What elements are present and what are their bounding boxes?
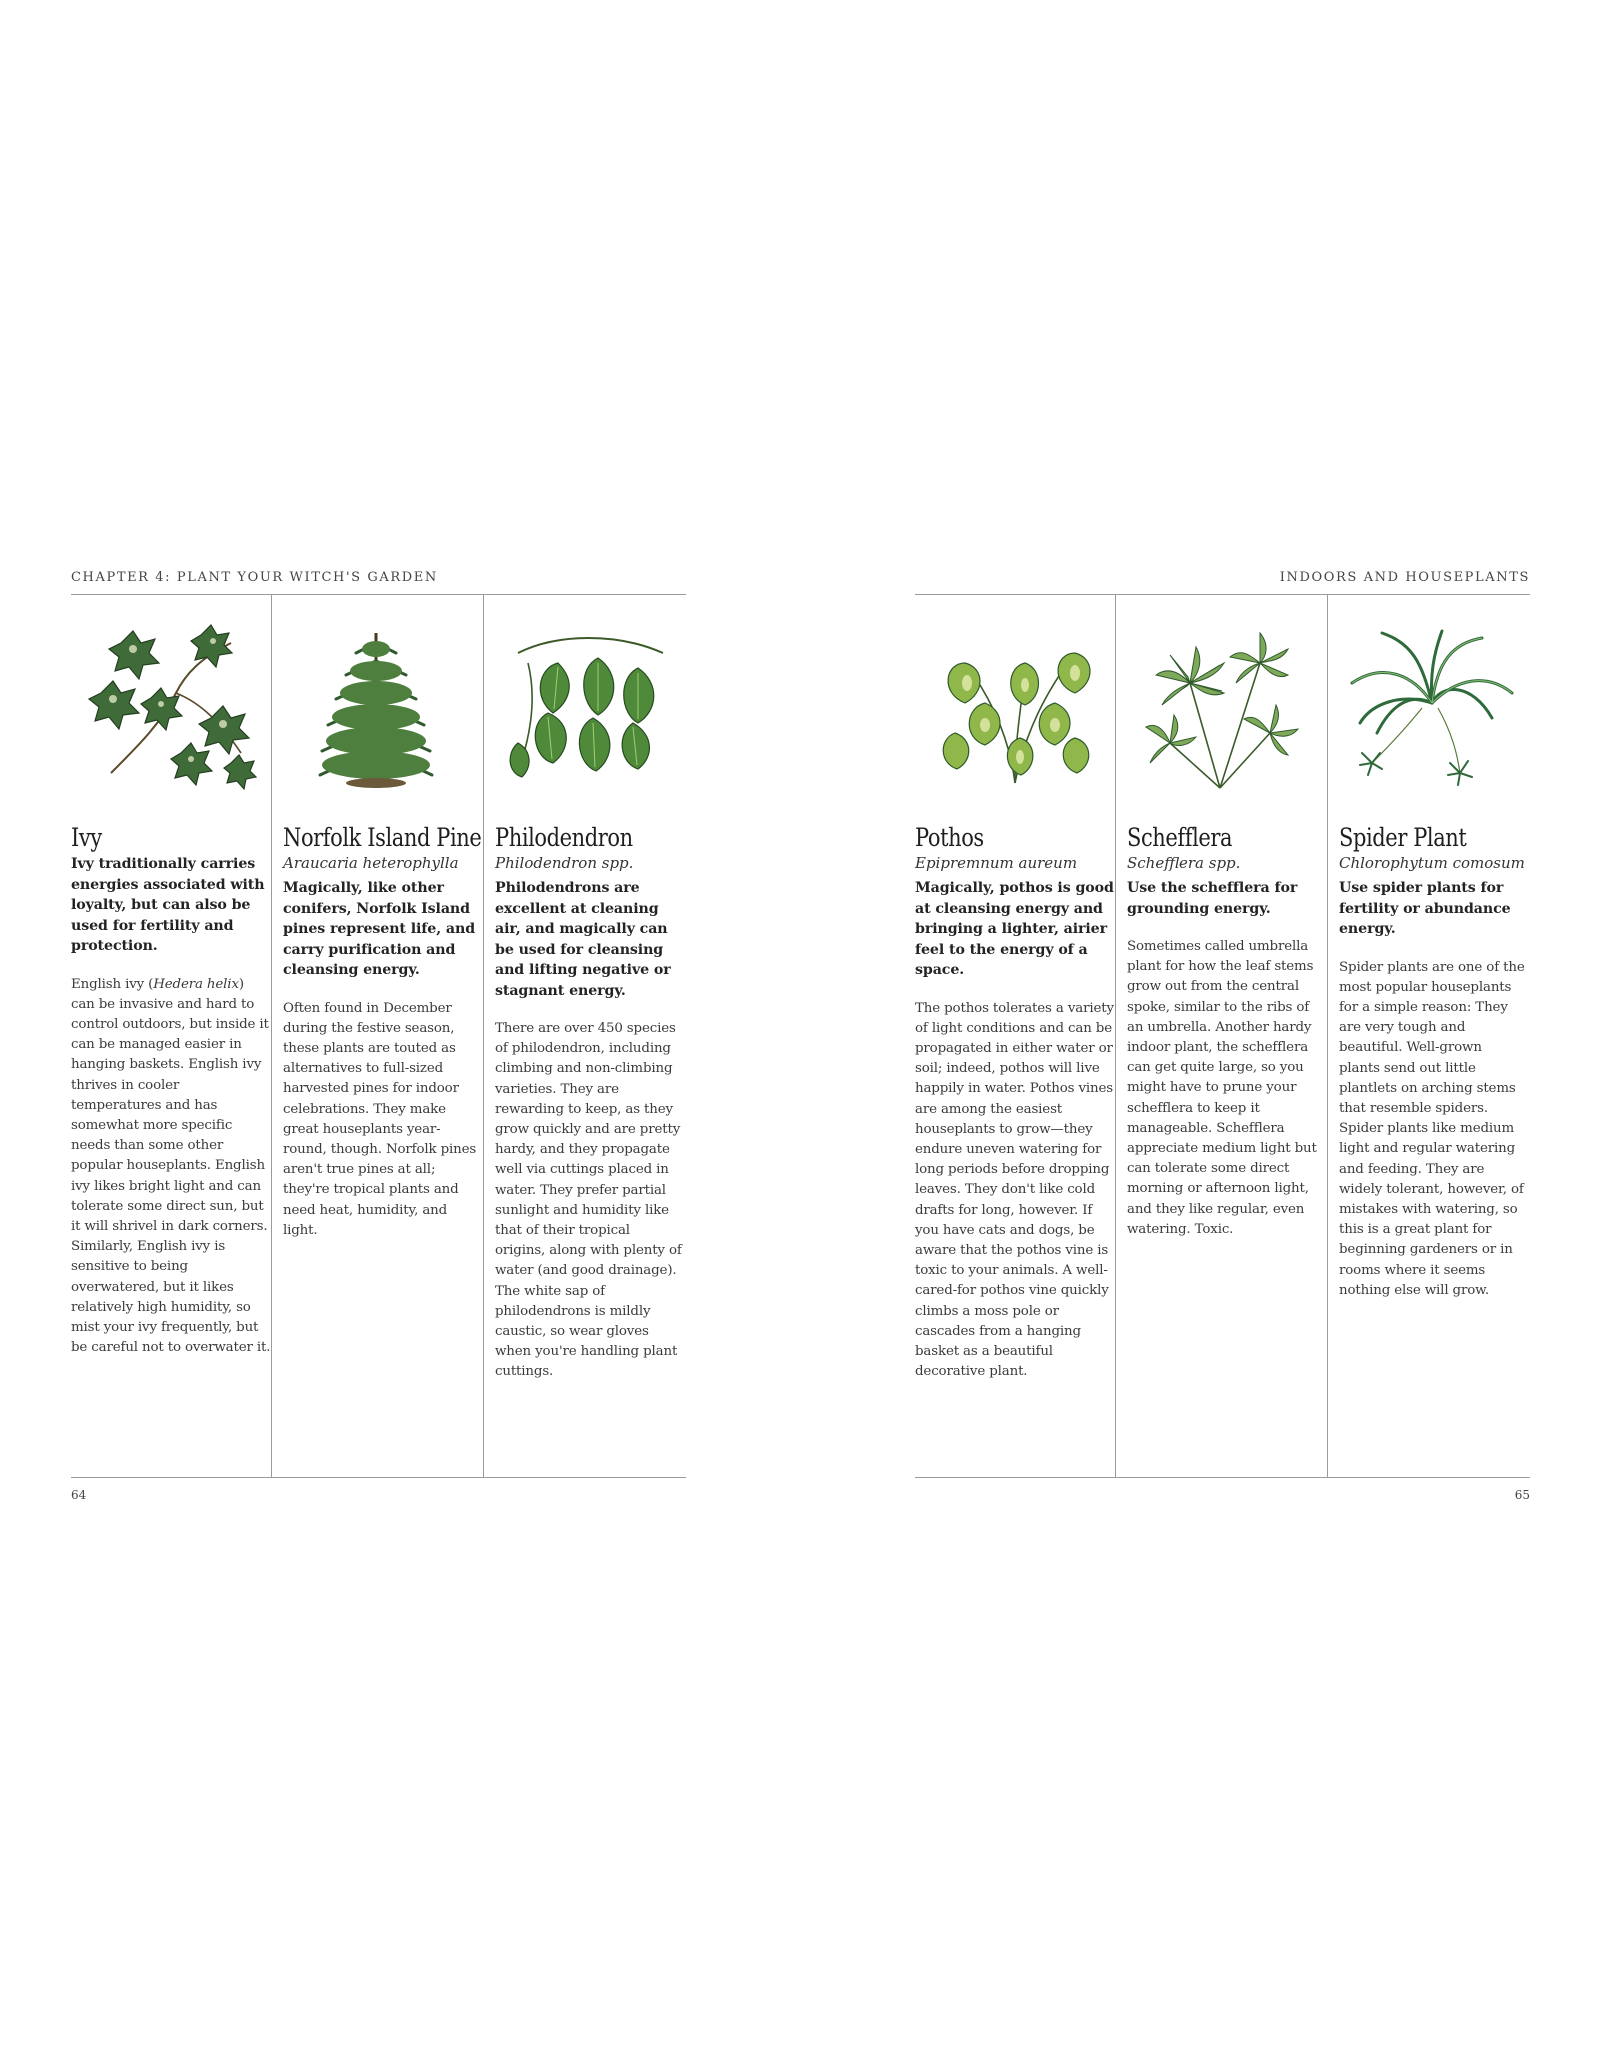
plant-name: Pothos (915, 823, 984, 852)
plant-column-spider-plant (1327, 595, 1530, 1477)
left-page (71, 560, 686, 1510)
pothos-text (915, 823, 1115, 1382)
plant-lead: Magically, pothos is good at cleansing energy and bringing a lighter, airier feel to the energy of a space. (915, 880, 1114, 978)
plant-column-norfolk-island-pine (271, 595, 483, 1477)
plant-body: Spider plants are one of the most popular houseplants for a simple reason: They are very tough and beautiful. Well-grown plants send out little plantlets on arching stems that resemble spiders. Spider plants like medium light and regular watering and feeding. They are widely tolerant, however, of mistakes with watering, so this is a great plant for beginning gardeners or in rooms where it seems nothing else will grow. (1339, 959, 1525, 1298)
spider-plant-text (1339, 823, 1526, 1301)
page-number: 64 (71, 1488, 87, 1502)
plant-name: Philodendron (495, 823, 633, 852)
plant-latin-name: Epipremnum aureum (915, 854, 1078, 872)
latin-inline: Hedera helix (153, 976, 239, 992)
plant-name: Schefflera (1127, 823, 1233, 852)
plant-latin-name: Philodendron spp. (495, 854, 634, 872)
bottom-rule (71, 1477, 686, 1478)
plant-lead: Magically, like other conifers, Norfolk Island pines represent life, and carry purification and cleansing energy. (283, 880, 476, 978)
plant-body: English ivy (Hedera helix) can be invasive and hard to control outdoors, but inside it can be managed easier in hanging baskets. English ivy thrives in cooler temperatures and has somewhat more specific needs than some other popular houseplants. English ivy likes bright light and can tolerate some direct sun, but it will shrivel in dark corners. Similarly, English ivy is sensitive to being overwatered, but it likes relatively high humidity, so mist your ivy frequently, but be careful not to overwater it. (71, 976, 271, 1356)
running-head: CHAPTER 4: PLANT YOUR WITCH'S GARDEN (71, 570, 438, 585)
philodendron-text (495, 823, 682, 1383)
ivy-text (71, 823, 271, 1358)
plant-body: The pothos tolerates a variety of light conditions and can be propagated in either water or soil; indeed, pothos will live happily in water. Pothos vines are among the easiest houseplants to grow—they endure uneven watering for long periods before dropping leaves. They don't like cold drafts for long, however. If you have cats and dogs, be aware that the pothos vine is toxic to your animals. A well-cared-for pothos vine quickly climbs a moss pole or cascades from a hanging basket as a beautiful decorative plant. (915, 1000, 1114, 1380)
plant-latin-name: Araucaria heterophylla (283, 854, 459, 872)
ivy-illustration (81, 623, 261, 793)
plant-name: Ivy (71, 823, 102, 852)
plant-column-pothos (915, 595, 1115, 1477)
right-page (915, 560, 1530, 1510)
plant-lead: Ivy traditionally carries energies associated with loyalty, but can also be used for fertility and protection. (71, 856, 265, 954)
plant-name: Spider Plant (1339, 823, 1467, 852)
philodendron-illustration (498, 623, 678, 793)
plant-name: Norfolk Island Pine (283, 823, 482, 852)
plant-lead: Use the schefflera for grounding energy. (1127, 880, 1298, 917)
running-head: INDOORS AND HOUSEPLANTS (1279, 570, 1530, 585)
plant-column-ivy (71, 595, 271, 1477)
plant-latin-name: Chlorophytum comosum (1339, 854, 1525, 872)
plant-latin-name: Schefflera spp. (1127, 854, 1241, 872)
plant-column-schefflera (1115, 595, 1327, 1477)
bottom-rule (915, 1477, 1530, 1478)
pothos-illustration (925, 623, 1105, 793)
plant-body: Sometimes called umbrella plant for how the leaf stems grow out from the central spoke, similar to the ribs of an umbrella. Another hardy indoor plant, the schefflera can get quite large, so you might have to prune your schefflera to keep it manageable. Schefflera appreciate medium light but can tolerate some direct morning or afternoon light, and they like regular, even watering. Toxic. (1127, 939, 1317, 1237)
plant-lead: Philodendrons are excellent at cleaning air, and magically can be used for cleansing and lifting negative or stagnant energy. (495, 880, 671, 999)
schefflera-illustration (1130, 623, 1310, 793)
plant-body: Often found in December during the festive season, these plants are touted as alternatives to full-sized harvested pines for indoor celebrations. They make great houseplants year-round, though. Norfolk pines aren't true pines at all; they're tropical plants and need heat, humidity, and light. (283, 1000, 477, 1238)
pine-illustration (286, 623, 466, 793)
spider-plant-illustration (1342, 623, 1522, 793)
plant-body: There are over 450 species of philodendron, including climbing and non-climbing varieties. They are rewarding to keep, as they grow quickly and are pretty hardy, and they propagate well via cuttings placed in water. They prefer partial sunlight and humidity like that of their tropical origins, along with plenty of water (and good drainage). The white sap of philodendrons is mildly caustic, so wear gloves when you're handling plant cuttings. (495, 1021, 682, 1380)
schefflera-text (1127, 823, 1323, 1240)
page-number: 65 (1514, 1488, 1530, 1502)
plant-lead: Use spider plants for fertility or abundance energy. (1339, 880, 1511, 937)
plant-column-philodendron (483, 595, 686, 1477)
pine-text (283, 823, 482, 1241)
